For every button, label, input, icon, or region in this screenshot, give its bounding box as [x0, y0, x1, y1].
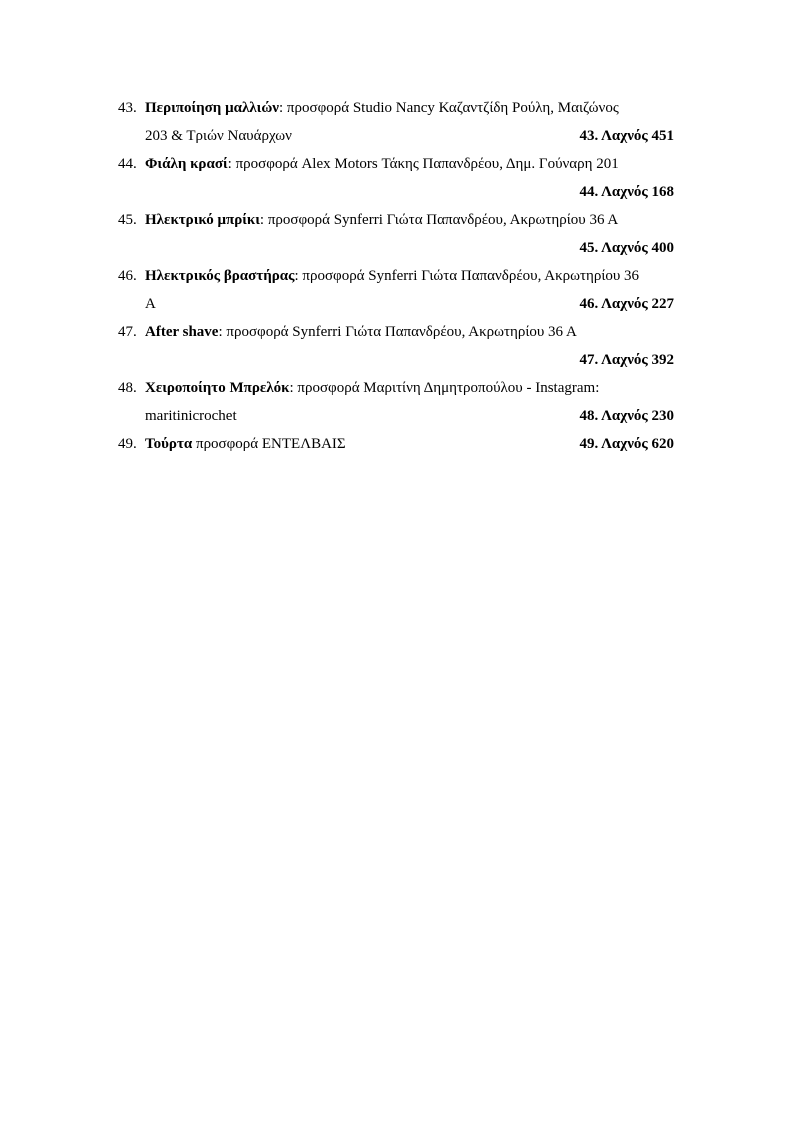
- lot-number: 44. Λαχνός 168: [579, 184, 674, 200]
- item-line-2: [118, 290, 678, 318]
- item-text: [145, 374, 599, 402]
- item-description-cont: 203 & Τριών Ναυάρχων: [145, 128, 292, 144]
- item-line-1: [118, 150, 678, 178]
- item-description: προσφορά Synferri Γιώτα Παπανδρέου, Ακρωτηρίου 36: [298, 268, 640, 284]
- item-separator: :: [218, 324, 223, 340]
- item-number: 48.: [118, 380, 137, 396]
- item-title: After shave: [145, 324, 219, 340]
- item-separator: :: [227, 156, 232, 172]
- item-number: 44.: [118, 156, 137, 172]
- lot-number: 46. Λαχνός 227: [579, 296, 674, 312]
- item-line-1: [118, 430, 678, 458]
- item-line-2: [118, 178, 678, 206]
- item-line-1: [118, 318, 678, 346]
- item-title: Φιάλη κρασί: [145, 156, 228, 172]
- item-description-cont: maritinicrochet: [145, 408, 237, 424]
- item-title: Ηλεκτρικός βραστήρας: [145, 268, 295, 284]
- list-item: [118, 430, 678, 458]
- item-text: [145, 150, 619, 178]
- item-description: προσφορά Alex Motors Τάκης Παπανδρέου, Δημ. Γούναρη 201: [231, 156, 619, 172]
- item-description: προσφορά Synferri Γιώτα Παπανδρέου, Ακρωτηρίου 36 Α: [222, 324, 577, 340]
- item-description: προσφορά ΕΝΤΕΛΒΑΙΣ: [192, 436, 346, 452]
- item-title: Τούρτα: [145, 436, 193, 452]
- item-line-1: [118, 262, 678, 290]
- lot-number: 47. Λαχνός 392: [579, 352, 674, 368]
- item-number: 43.: [118, 100, 137, 116]
- item-separator: :: [259, 212, 265, 228]
- item-text: [145, 262, 639, 290]
- item-description: προσφορά Synferri Γιώτα Παπανδρέου, Ακρωτηρίου 36 Α: [264, 212, 619, 228]
- item-text: [145, 206, 618, 234]
- item-line-1: [118, 206, 678, 234]
- item-title: Ηλεκτρικό μπρίκι: [145, 212, 260, 228]
- item-line-2: [118, 234, 678, 262]
- list-item: [118, 206, 678, 262]
- item-line-1: [118, 374, 678, 402]
- lot-number: 43. Λαχνός 451: [579, 128, 674, 144]
- item-line-2: [118, 402, 678, 430]
- item-description-cont: Α: [145, 296, 156, 312]
- item-description: προσφορά Μαριτίνη Δημητροπούλου - Instagram:: [293, 380, 600, 396]
- lot-number: 49. Λαχνός 620: [579, 436, 674, 452]
- item-separator: :: [294, 268, 299, 284]
- list-item: [118, 150, 678, 206]
- list-item: [118, 318, 678, 374]
- item-number: 46.: [118, 268, 137, 284]
- item-text: [145, 318, 577, 346]
- item-number: 45.: [118, 212, 137, 228]
- lot-number: 48. Λαχνός 230: [579, 408, 674, 424]
- item-separator: :: [289, 380, 294, 396]
- item-line-2: [118, 346, 678, 374]
- list-item: [118, 374, 678, 430]
- item-description: προσφορά Studio Nancy Καζαντζίδη Ρούλη, Μαιζώνος: [283, 100, 619, 116]
- prize-list: [118, 94, 678, 458]
- item-number: 47.: [118, 324, 137, 340]
- item-separator: :: [279, 100, 284, 116]
- lot-number: 45. Λαχνός 400: [579, 240, 674, 256]
- item-text: [145, 430, 346, 458]
- list-item: [118, 262, 678, 318]
- item-number: 49.: [118, 436, 137, 452]
- item-title: Περιποίηση μαλλιών: [145, 100, 279, 116]
- item-line-2: [118, 122, 678, 150]
- item-line-1: [118, 94, 678, 122]
- item-title: Χειροποίητο Μπρελόκ: [145, 380, 290, 396]
- list-item: [118, 94, 678, 150]
- item-text: [145, 94, 619, 122]
